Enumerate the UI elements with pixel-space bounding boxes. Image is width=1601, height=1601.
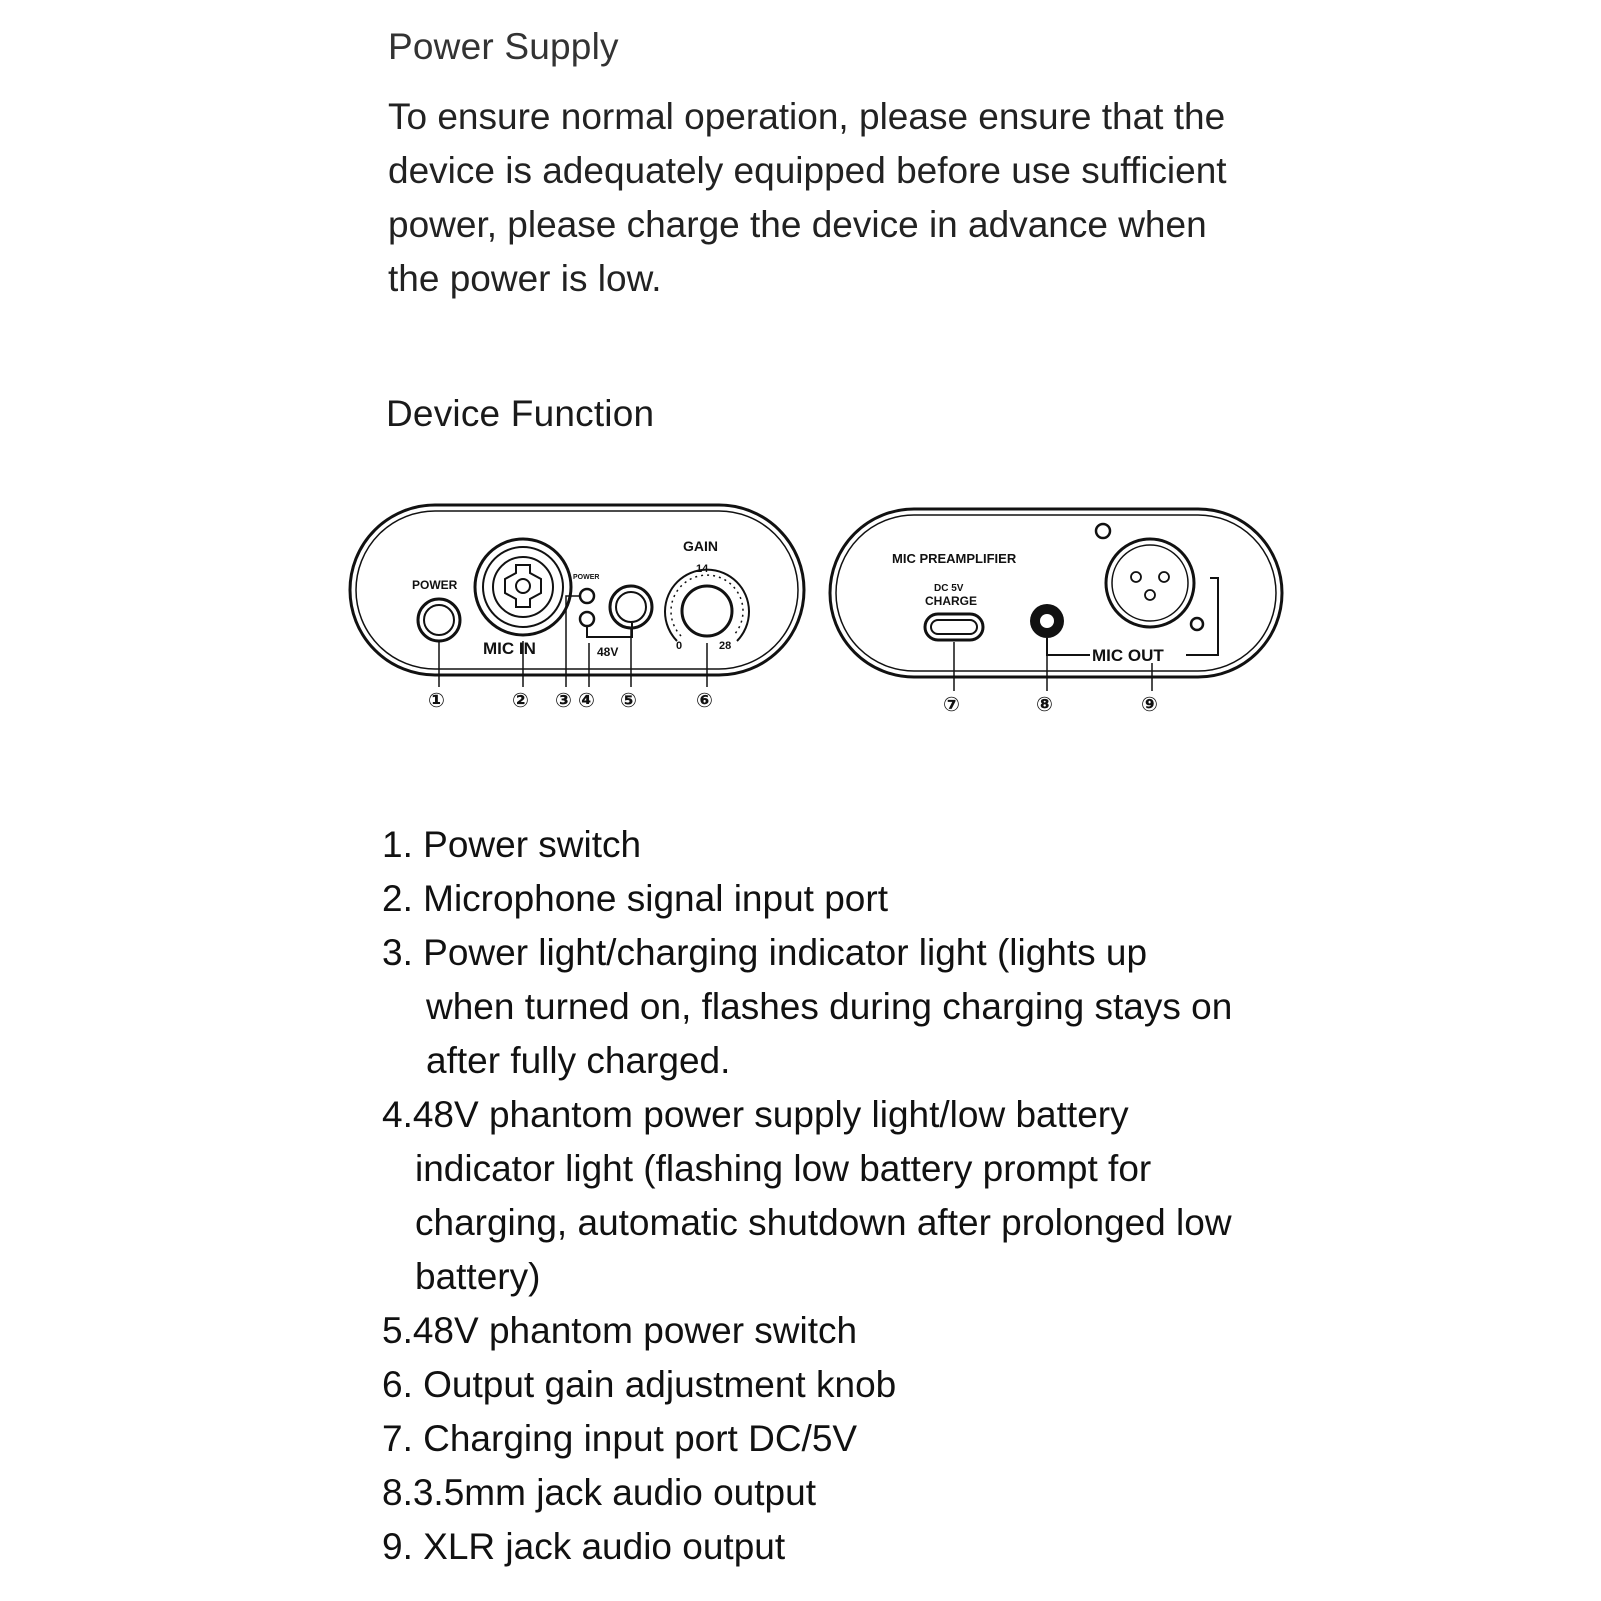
paragraph-line: power, please charge the device in advance when [388,204,1207,245]
mic-out-bracket-left [1047,638,1090,655]
power-switch-label: POWER [412,578,458,592]
power-led-label: POWER [573,574,600,581]
gain-knob [665,570,749,641]
mic-input-combo-jack [475,539,571,635]
callout-2: ② [512,690,529,712]
phantom-bracket [587,623,632,637]
callout-3: ③ [555,690,572,712]
front-panel [350,505,804,712]
paragraph-line: To ensure normal operation, please ensure that the [388,96,1226,137]
callout-8: ⑧ [1036,694,1053,716]
paragraph-line: device is adequately equipped before use sufficient [388,150,1227,191]
list-item [382,1466,1232,1520]
mic-out-label: MIC OUT [1092,646,1164,665]
list-item-continuation: when turned on, flashes during charging stays on [426,986,1233,1027]
rear-panel [830,509,1282,716]
brand-label: MIC PREAMPLIFIER [892,551,1017,566]
list-item [382,872,1232,926]
device-function-heading: Device Function [386,393,655,434]
list-item [382,1304,1232,1358]
phantom-label: 48V [597,645,619,659]
list-item-continuation: after fully charged. [426,1040,731,1081]
list-item-text: 2. Microphone signal input port [382,878,888,919]
callout-5: ⑤ [620,690,637,712]
list-item-text: 8.3.5mm jack audio output [382,1472,816,1513]
list-item [382,1520,1232,1574]
list-item [382,818,1232,872]
power-supply-paragraph [388,90,1298,306]
gain-label: GAIN [683,538,718,554]
mic-out-bracket [1186,578,1218,655]
mic-in-label: MIC IN [483,639,536,658]
list-item-text: 5.48V phantom power switch [382,1310,858,1351]
xlr-output [1096,524,1203,630]
list-item-text: 9. XLR jack audio output [382,1526,786,1567]
list-item [382,1412,1232,1466]
function-list [382,818,1232,1574]
device-panels-diagram [340,495,1300,745]
callout-9: ⑨ [1141,694,1158,716]
phantom-switch [610,586,652,628]
list-item-text: 6. Output gain adjustment knob [382,1364,897,1405]
list-item [382,1358,1232,1412]
list-item [382,1088,1232,1304]
list-item-text: 1. Power switch [382,824,642,865]
list-item-continuation: indicator light (flashing low battery prompt for [415,1148,1152,1189]
gain-max-label: 28 [719,640,732,652]
phantom-led [580,612,594,626]
power-supply-heading: Power Supply [388,26,619,67]
front-callouts [428,690,713,712]
rear-panel-outline [830,509,1282,677]
power-switch [418,599,460,641]
list-item [382,926,1232,1088]
list-item-continuation: charging, automatic shutdown after prolonged low [415,1202,1232,1243]
charge-label: CHARGE [925,594,978,608]
rear-panel-inner-outline [836,515,1276,671]
list-item-text: 4.48V phantom power supply light/low battery [382,1094,1129,1135]
list-item-text: 3. Power light/charging indicator light (lights up [382,932,1148,973]
list-item-text: 7. Charging input port DC/5V [382,1418,858,1459]
headphone-jack [1030,604,1064,638]
dc-label: DC 5V [934,583,964,594]
list-item-continuation: battery) [415,1256,541,1297]
usb-c-port [925,614,983,640]
callout-1: ① [428,690,445,712]
callout-4: ④ [578,690,595,712]
gain-mid-label: 14 [696,563,709,575]
gain-min-label: 0 [676,640,683,652]
rear-callouts [943,694,1158,716]
power-led [580,589,594,603]
callout-7: ⑦ [943,694,960,716]
callout-6: ⑥ [696,690,713,712]
paragraph-line: the power is low. [388,258,662,299]
